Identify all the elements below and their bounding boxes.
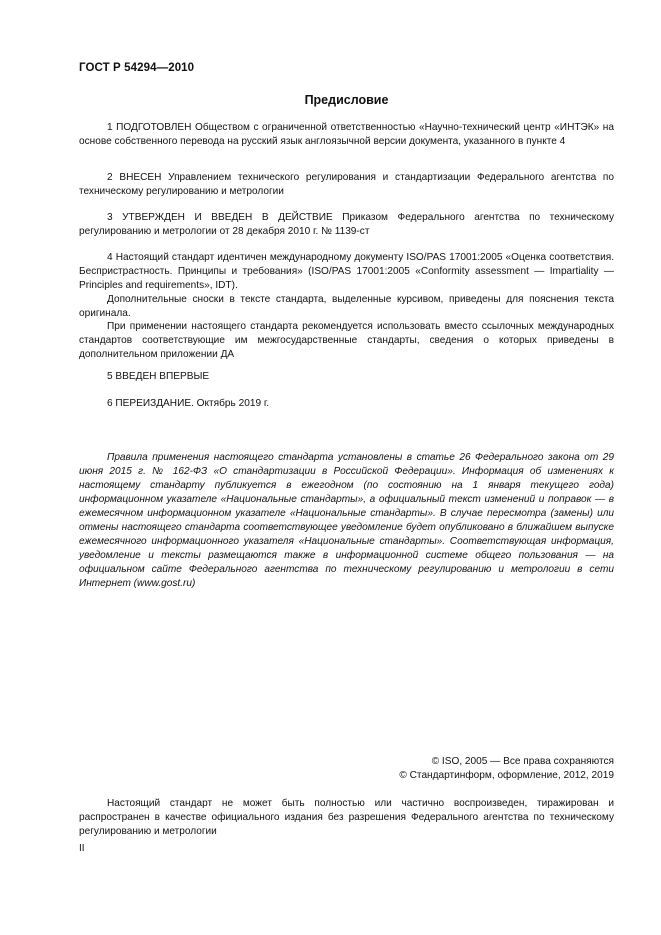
foreword-item-5: 5 ВВЕДЕН ВПЕРВЫЕ [107, 371, 210, 382]
foreword-item-6: 6 ПЕРЕИЗДАНИЕ. Октябрь 2019 г. [107, 398, 270, 409]
foreword-item-4-references: При применении настоящего стандарта рекомендуется использовать вместо ссылочных международных стандартов соответствующие им межгосударственные стандарты, сведения о которых приведены в дополнительном приложении ДА [79, 321, 614, 360]
document-code: ГОСТ Р 54294—2010 [79, 62, 195, 74]
reproduction-notice: Настоящий стандарт не может быть полностью или частично воспроизведен, тиражирован и распространен в качестве официального издания без разрешения Федерального агентства по техническому регулированию и метрологии [79, 798, 614, 837]
page-title: Предисловие [304, 93, 389, 107]
foreword-item-4: 4 Настоящий стандарт идентичен международному документу ISO/PAS 17001:2005 «Оценка соответствия. Беспристрастность. Принципы и требования» (ISO/PAS 17001:2005 «Conformity assessment — Impartiality — Principles and requirements», IDT). [79, 252, 614, 291]
rules-notice: Правила применения настоящего стандарта установлены в статье 26 Федерального закона от 29 июня 2015 г. № 162-ФЗ «О стандартизации в Российской Федерации». Информация об изменениях к настоящему стандарту публикуется в ежегодном (по состоянию на 1 января текущего года) информационном указателе «Национальные стандарты», а официальный текст изменений и поправок — в ежемесячном информационном указателе «Национальные стандарты». В случае пересмотра (замены) или отмены настоящего стандарта соответствующее уведомление будет опубликовано в ближайшем выпуске ежемесячного информационного указателя «Национальные стандарты». Соответствующая информация, уведомление и тексты размещаются также в информационной системе общего пользования — на официальном сайте Федерального агентства по техническому регулированию и метрологии в сети Интернет (www.gost.ru) [79, 452, 614, 589]
foreword-item-4-footnotes: Дополнительные сноски в тексте стандарта, выделенные курсивом, приведены для пояснения текста оригинала. [79, 294, 614, 319]
foreword-item-2: 2 ВНЕСЕН Управлением технического регулирования и стандартизации Федерального агентства по техническому регулированию и метрологии [79, 172, 614, 197]
foreword-item-1: 1 ПОДГОТОВЛЕН Обществом с ограниченной ответственностью «Научно-технический центр «ИНТЭК» на основе собственного перевода на русский язык англоязычной версии документа, указанного в пункте 4 [79, 122, 614, 147]
copyright-iso: © ISO, 2005 — Все права сохраняются [431, 756, 614, 767]
foreword-item-3: 3 УТВЕРЖДЕН И ВВЕДЕН В ДЕЙСТВИЕ Приказом Федерального агентства по техническому регулированию и метрологии от 28 декабря 2010 г. № 1139-ст [79, 212, 614, 237]
copyright-standartinform: © Стандартинформ, оформление, 2012, 2019 [399, 770, 614, 781]
page-number: II [79, 843, 85, 854]
